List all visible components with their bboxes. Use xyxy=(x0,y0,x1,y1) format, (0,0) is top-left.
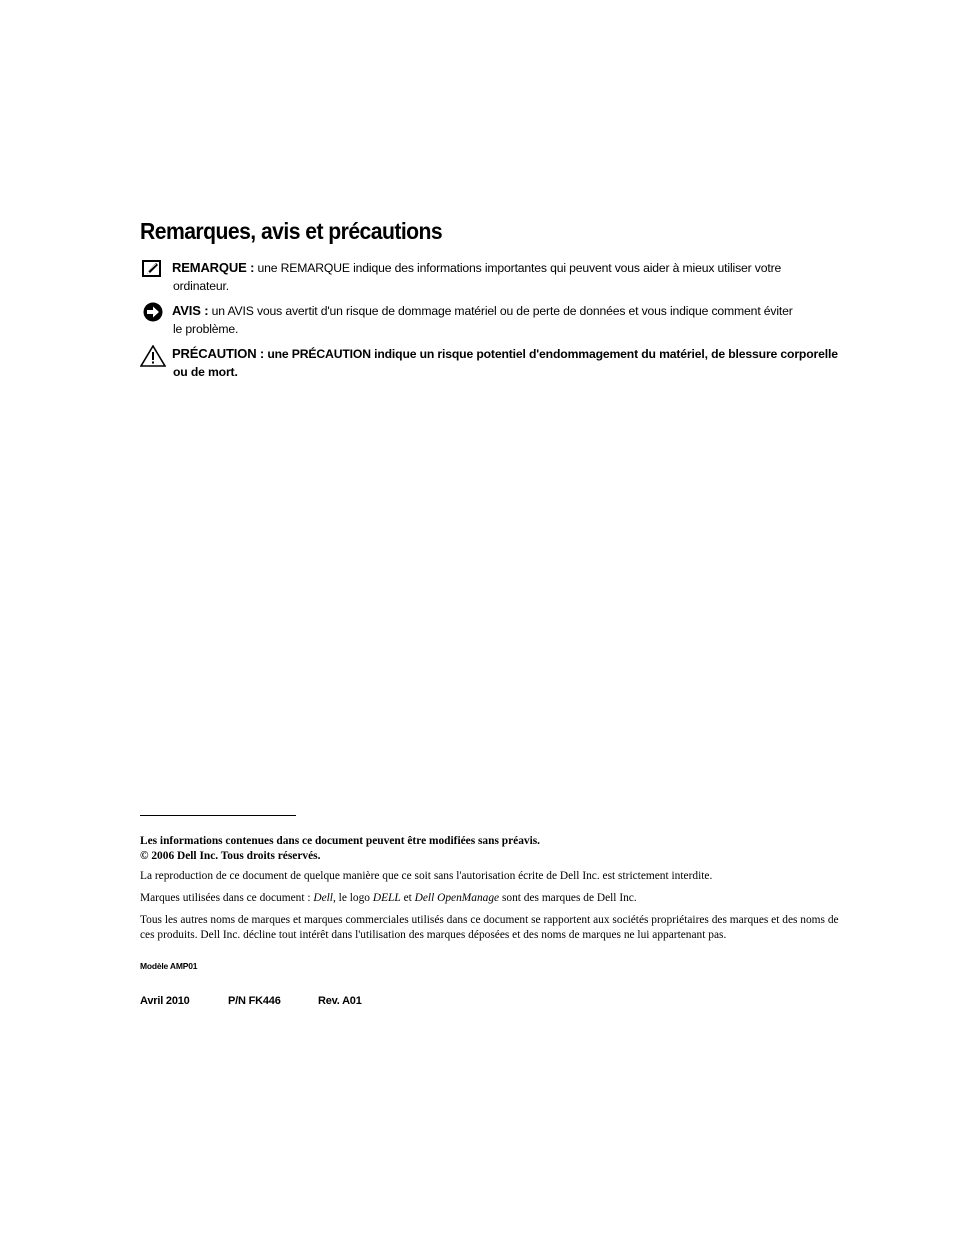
warning-triangle-icon xyxy=(140,345,164,365)
note-text-continued: le problème. xyxy=(173,321,239,336)
trademarks-suffix: sont des marques de Dell Inc. xyxy=(499,892,637,904)
revision-number: Rev. A01 xyxy=(318,995,362,1007)
legal-notice xyxy=(140,834,850,863)
footnote-divider xyxy=(140,815,296,816)
trademark-openmanage: Dell OpenManage xyxy=(414,892,500,904)
arrow-circle-notice-icon xyxy=(140,302,164,322)
copyright-line: © 2006 Dell Inc. Tous droits réservés. xyxy=(140,849,321,862)
trademarks-text: et xyxy=(400,892,415,904)
note-label: AVIS : xyxy=(172,303,209,318)
other-trademarks-notice: Tous les autres noms de marques et marques commerciales utilisés dans ce document se rapportent aux sociétés propriétaires des marques et des noms de ces produits. Dell Inc. décline tout intérêt dans l'utilisation des marques déposées et des noms de marques ne lui appartenant pas. xyxy=(140,914,839,941)
pencil-note-icon xyxy=(140,259,164,279)
note-text-continued: ordinateur. xyxy=(173,278,229,293)
note-avis xyxy=(140,302,845,338)
note-remarque xyxy=(140,259,845,295)
note-text-continued: ou de mort. xyxy=(173,364,238,379)
part-number: P/N FK446 xyxy=(228,995,281,1007)
trademarks-notice xyxy=(140,891,850,906)
trademarks-text: , le logo xyxy=(332,892,373,904)
notice-line: Les informations contenues dans ce document peuvent être modifiées sans préavis. xyxy=(140,835,541,847)
page-title: Remarques, avis et précautions xyxy=(140,218,443,244)
trademarks-prefix: Marques utilisées dans ce document : xyxy=(140,892,314,904)
note-text: un AVIS vous avertit d'un risque de dommage matériel ou de perte de données et vous indique comment éviter xyxy=(208,304,793,318)
reproduction-notice: La reproduction de ce document de quelque manière que ce soit sans l'autorisation écrite de Dell Inc. est strictement interdite. xyxy=(140,870,713,882)
trademark-dell-logo: DELL xyxy=(372,892,401,904)
note-text: une PRÉCAUTION indique un risque potentiel d'endommagement du matériel, de blessure corporelle xyxy=(264,347,838,361)
revision-date: Avril 2010 xyxy=(140,995,190,1007)
note-text: une REMARQUE indique des informations importantes qui peuvent vous aider à mieux utiliser votre xyxy=(254,261,782,275)
trademark-dell: Dell xyxy=(313,892,333,904)
note-caution xyxy=(140,345,845,381)
model-number: Modèle AMP01 xyxy=(140,961,198,971)
note-label: REMARQUE : xyxy=(172,260,255,275)
note-label: PRÉCAUTION : xyxy=(172,346,265,361)
